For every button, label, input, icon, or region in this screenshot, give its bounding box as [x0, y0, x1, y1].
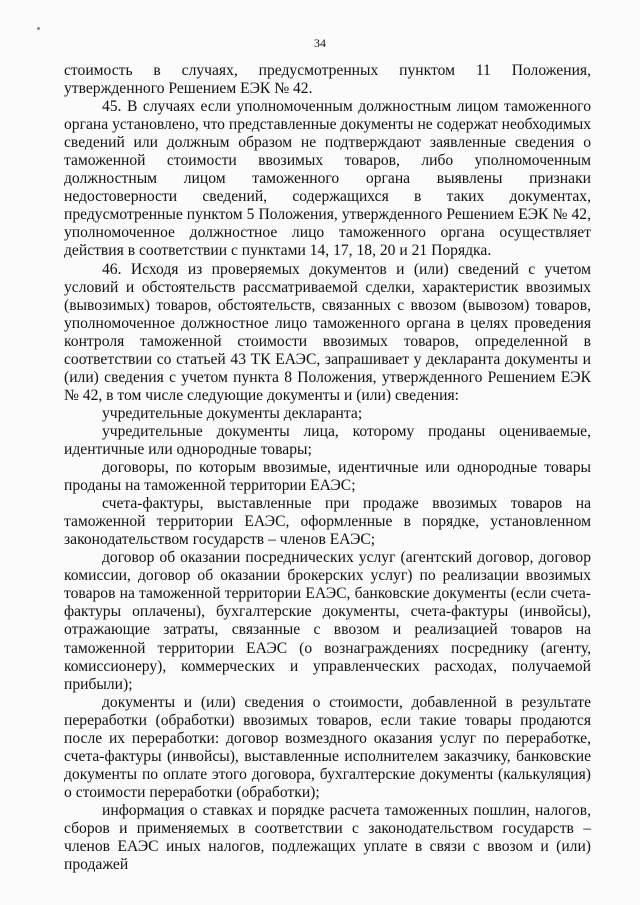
list-item-founding-docs-declarant: учредительные документы декларанта;: [102, 404, 363, 422]
paragraph-46: 46. Исходя из проверяемых документов и (или) сведений с учетом условий и обстоятельств рассматриваемой сделки, характеристик ввозимых (вывозимых) товаров, обстоятельств, связанных с ввозом (вывозом) товаров, уполномоченное должностное лицо таможенного органа в целях проведения контроля таможенной стоимости ввозимых товаров, определенной в соответствии со статьей 43 ТК ЕАЭС, запрашивает у декларанта документы и (или) сведения с учетом пункта 8 Положения, утвержденного Решением ЕЭК № 42, в том числе следующие документы и (или) сведения:: [64, 260, 591, 404]
list-item-sale-contracts: договоры, по которым ввозимые, идентичные или однородные товары проданы на таможенной территории ЕАЭС;: [64, 459, 591, 495]
scan-dot: [37, 27, 40, 30]
list-item-intermediary-contract: договор об оказании посреднических услуг (агентский договор, договор комиссии, договор об оказании брокерских услуг) по реализации ввозимых товаров на таможенной территории ЕАЭС, банковские документы (если счета-фактуры оплачены), бухгалтерские документы, счета-фактуры (инвойсы), отражающие затраты, связанные с ввозом и реализацией товаров на таможенной территории ЕАЭС (о вознаграждениях посреднику (агенту, комиссионеру), коммерческих и управленческих расходах, получаемой прибыли);: [64, 549, 591, 693]
paragraph-45: 45. В случаях если уполномоченным должностным лицом таможенного органа установлено, что представленные документы не содержат необходимых сведений или должным образом не подтверждают заявленные сведения о таможенной стоимости ввозимых товаров, либо уполномоченным должностным лицом таможенного органа выявлены признаки недостоверности сведений, содержащихся в таких документах, предусмотренные пунктом 5 Положения, утвержденного Решением ЕЭК № 42, уполномоченное должностное лицо таможенного органа осуществляет действия в соответствии с пунктами 14, 17, 18, 20 и 21 Порядка.: [64, 98, 591, 260]
list-item-invoices: счета-фактуры, выставленные при продаже ввозимых товаров на таможенной территории ЕАЭС, оформленные в порядке, установленном законодательством государств – членов ЕАЭС;: [64, 495, 591, 549]
list-item-processing-cost: документы и (или) сведения о стоимости, добавленной в результате переработки (обработки) ввозимых товаров, если такие товары продаются после их переработки: договор возмездного оказания услуг по переработке, счета-фактуры (инвойсы), выставленные исполнителем заказчику, банковские документы по оплате этого договора, бухгалтерские документы (калькуляция) о стоимости переработки (обработки);: [64, 693, 591, 801]
list-item-duty-rates: информация о ставках и порядке расчета таможенных пошлин, налогов, сборов и применяемых в соответствии с законодательством государств – членов ЕАЭС иных налогов, подлежащих уплате в связи с ввозом и (или) продажей: [64, 801, 591, 874]
document-body: [64, 62, 591, 874]
page-number: 34: [314, 36, 326, 50]
paragraph-continuation: стоимость в случаях, предусмотренных пунктом 11 Положения, утвержденного Решением ЕЭК № 42.: [64, 62, 591, 98]
list-item-founding-docs-buyer: учредительные документы лица, которому проданы оцениваемые, идентичные или однородные товары;: [64, 422, 591, 458]
